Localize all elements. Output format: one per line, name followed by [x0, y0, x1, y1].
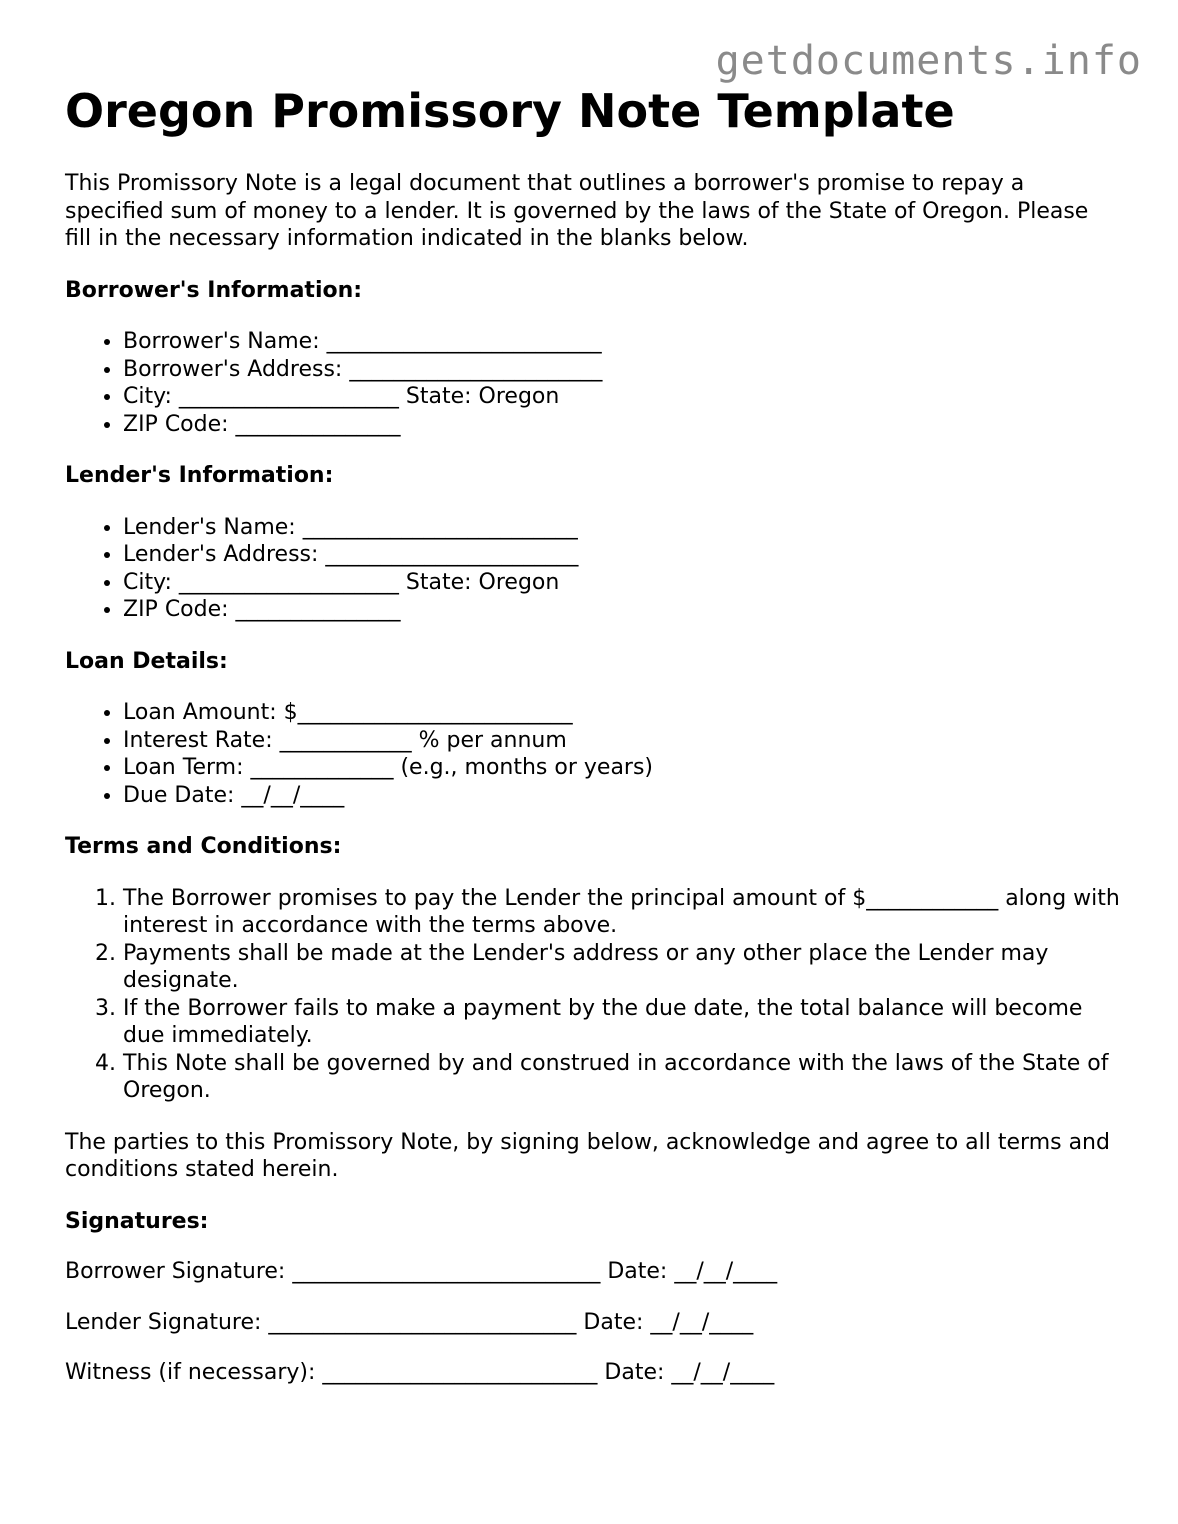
closing-paragraph: The parties to this Promissory Note, by signing below, acknowledge and agree to all terms and conditions stated herein. — [65, 1129, 1110, 1182]
terms-list — [65, 885, 1123, 1105]
term-item: 3. If the Borrower fails to make a payment by the due date, the total balance will become due immediately. — [123, 995, 1123, 1050]
term-item: 4. This Note shall be governed by and construed in accordance with the laws of the State of Oregon. — [123, 1050, 1123, 1105]
lender-address-field: • Lender's Address: _______________________ — [123, 541, 1125, 569]
watermark: getdocuments.info — [715, 38, 1142, 84]
borrower-name-field: • Borrower's Name: _________________________ — [123, 328, 1125, 356]
borrower-list — [65, 328, 1125, 438]
loan-list — [65, 699, 1125, 809]
lender-zip-field: • ZIP Code: _______________ — [123, 596, 1125, 624]
term-item: 1. The Borrower promises to pay the Lender the principal amount of $____________ along with interest in accordance with the terms above. — [123, 885, 1123, 940]
borrower-zip-field: • ZIP Code: _______________ — [123, 411, 1125, 439]
borrower-city-field: • City: ____________________ State: Oregon — [123, 383, 1125, 411]
intro-paragraph: This Promissory Note is a legal document that outlines a borrower's promise to repay a specified sum of money to a lender. It is governed by the laws of the State of Oregon. Please fill in the necessary information indicated in the blanks below. — [65, 171, 1089, 251]
borrower-address-field: • Borrower's Address: _______________________ — [123, 356, 1125, 384]
borrower-heading: Borrower's Information: — [65, 277, 363, 303]
lender-city-field: • City: ____________________ State: Oregon — [123, 569, 1125, 597]
signatures-heading: Signatures: — [65, 1208, 209, 1234]
loan-term-field: • Loan Term: _____________ (e.g., months or years) — [123, 754, 1125, 782]
interest-rate-field: • Interest Rate: ____________ % per annum — [123, 727, 1125, 755]
lender-list — [65, 514, 1125, 624]
due-date-field: • Due Date: __/__/____ — [123, 782, 1125, 810]
loan-heading: Loan Details: — [65, 648, 228, 674]
borrower-signature-line: Borrower Signature: ____________________________ Date: __/__/____ — [65, 1259, 778, 1284]
document-page — [65, 84, 1125, 1387]
term-item: 2. Payments shall be made at the Lender's address or any other place the Lender may designate. — [123, 940, 1123, 995]
witness-signature-line: Witness (if necessary): _________________________ Date: __/__/____ — [65, 1360, 775, 1385]
terms-heading: Terms and Conditions: — [65, 834, 342, 859]
lender-name-field: • Lender's Name: _________________________ — [123, 514, 1125, 542]
lender-heading: Lender's Information: — [65, 463, 334, 488]
page-title: Oregon Promissory Note Template — [65, 84, 955, 138]
lender-signature-line: Lender Signature: ____________________________ Date: __/__/____ — [65, 1309, 754, 1335]
loan-amount-field: • Loan Amount: $_________________________ — [123, 699, 1125, 727]
